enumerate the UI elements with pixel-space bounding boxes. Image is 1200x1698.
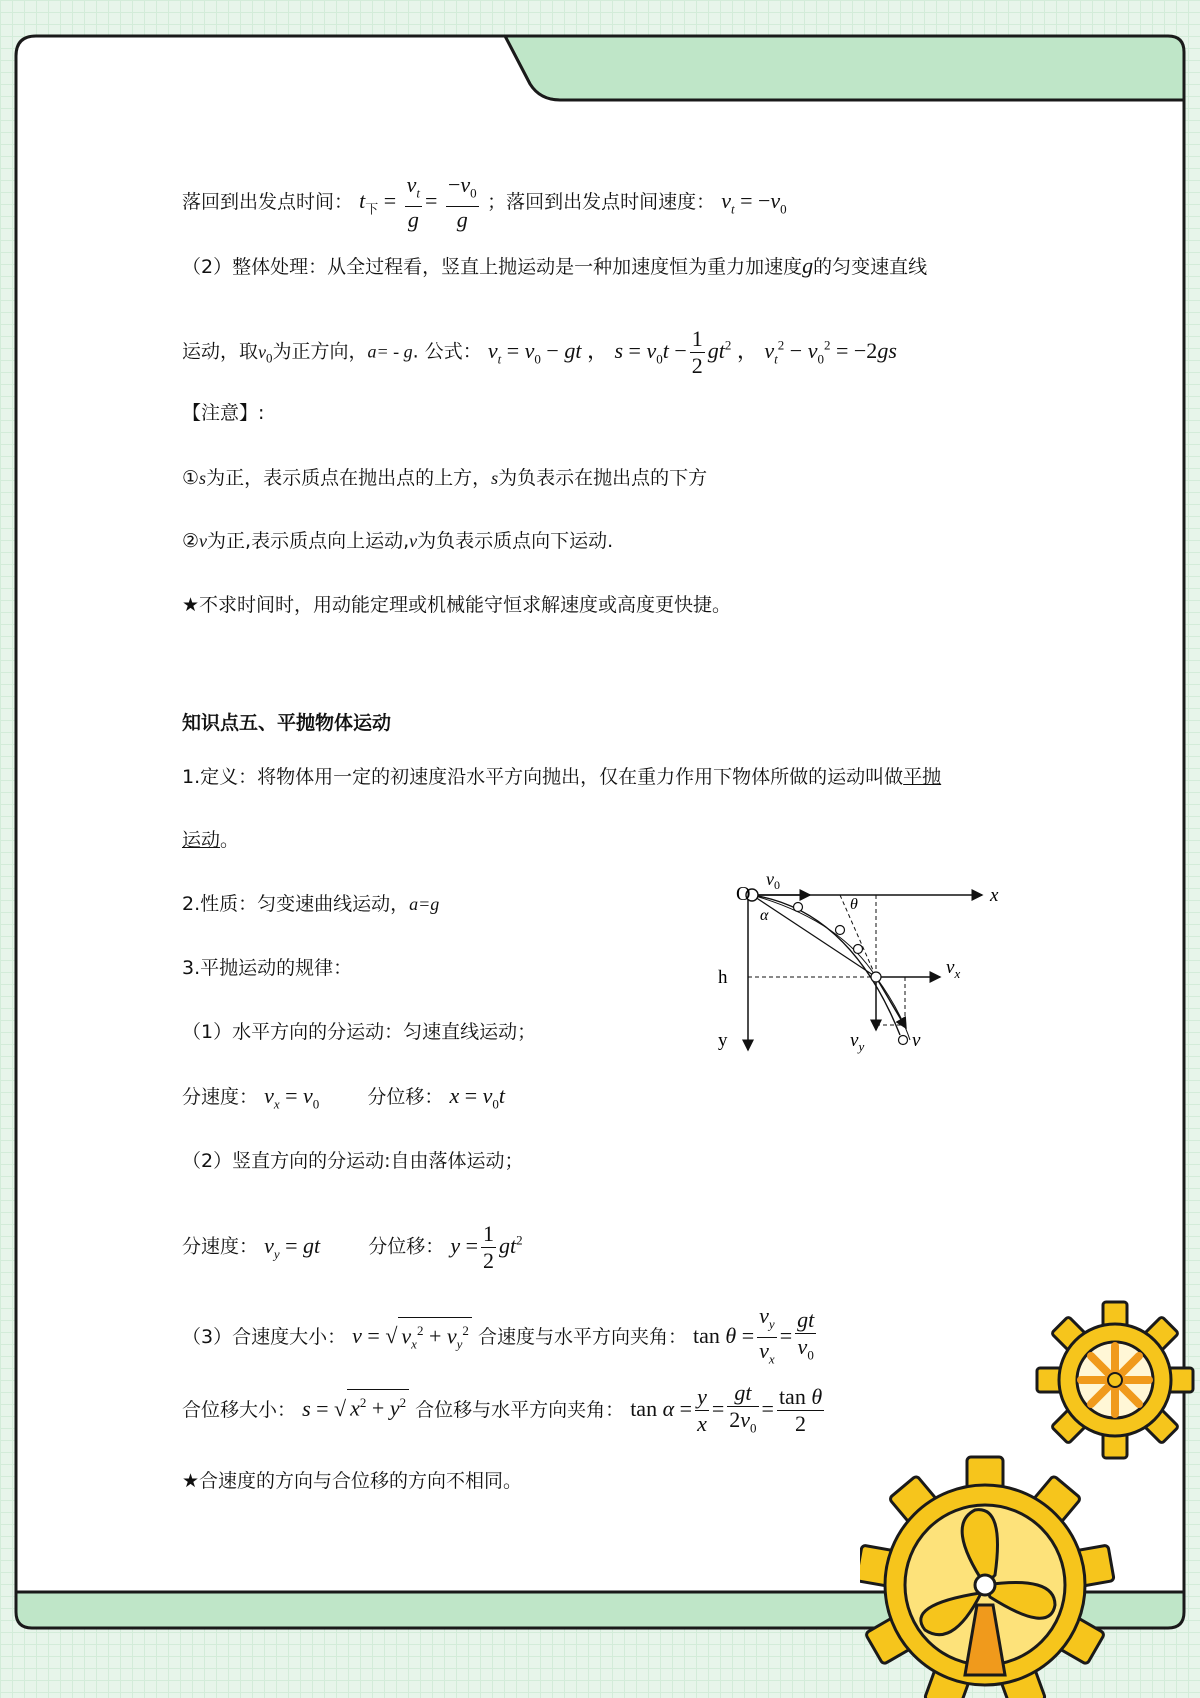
small-gear-icon: [1037, 1302, 1193, 1458]
trajectory: [752, 895, 900, 1035]
label-x: x: [990, 885, 999, 906]
label-O: O: [736, 883, 751, 905]
line-formulas: 运动，取$v_0$为正方向，a= - g. 公式： $v_t = v_0$ − gt ， $s = v_0t$ − $\frac{1}{2}$ $gt^2$ ， $v_t^2 - v_0^2 = -2gs$: [182, 326, 897, 378]
label-v: v: [912, 1030, 921, 1051]
formula-tan-theta: tan θ = $\frac{v_y}{v_x}$ = $\frac{gt}{v_0}$: [693, 1303, 815, 1367]
label-theta: θ: [850, 896, 858, 913]
note-title: 【注意】:: [182, 402, 265, 424]
line-return-time: 落回到出发点时间： $t_下$ = $\frac{v_t}{g}$ = $\frac{-v_0}{g}$ ；落回到出发点时间速度： $v_t = -v_0$: [182, 172, 787, 233]
tip-star-1: ★不求时间时，用动能定理或机械能守恒求解速度或高度更快捷。: [182, 594, 732, 616]
label-v0: $v_0$: [766, 869, 780, 892]
formula-vx: $v_x = v_0$: [264, 1083, 320, 1112]
formula-t-down: $t_下$ = $\frac{v_t}{g}$ = $\frac{-v_0}{g}$: [359, 172, 477, 233]
trajectory-2: [752, 895, 910, 1040]
formula-tan-alpha: tan α = $\frac{y}{x}$ = $\frac{gt}{2v_0}$ = $\frac{\text{tan θ}}{2}$: [630, 1380, 823, 1437]
label-y: y: [718, 1030, 728, 1051]
combined-displacement: 合位移大小： s = √ $x^2 + y^2$ 合位移与水平方向夹角： tan α = $\frac{y}{x}$ = $\frac{gt}{2v_0}$ = $\frac{\text{tan θ}}{2}$: [182, 1380, 827, 1441]
formula-x: $x = v_0t$: [449, 1083, 506, 1112]
tip-star-2: ★合速度的方向与合位移的方向不相同。: [182, 1470, 523, 1492]
ball: [854, 945, 863, 954]
vertical-motion: （2）竖直方向的分运动:自由落体运动；: [182, 1150, 524, 1172]
formula-uniform-accel: $v_t = v_0$ − gt ， $s = v_0t$ − $\frac{1}{2}$ $gt^2$ ， $v_t^2 - v_0^2 = -2gs$: [487, 326, 897, 378]
horizontal-motion: （1）水平方向的分运动：匀速直线运动；: [182, 1021, 537, 1043]
laws-heading: 3.平抛运动的规律：: [182, 957, 353, 979]
label-h: h: [718, 967, 728, 988]
label-vx: $v_x$: [946, 957, 961, 981]
note-2: ②v为正,表示质点向上运动,v为负表示质点向下运动.: [182, 530, 614, 552]
line-whole-process: （2）整体处理：从全过程看，竖直上抛运动是一种加速度恒为重力加速度g的匀变速直线: [182, 253, 928, 278]
ball: [899, 1036, 908, 1045]
large-gear-icon: [860, 1457, 1114, 1698]
formula-v: v = √ $v_x^2 + v_y^2$: [352, 1323, 472, 1348]
projectile-diagram: [700, 850, 1020, 1070]
ball: [836, 926, 845, 935]
gear-decoration: [860, 1300, 1200, 1698]
v-arrow: [876, 977, 906, 1028]
label-vy: $v_y$: [850, 1030, 865, 1054]
nature: 2.性质：匀变速曲线运动，a=g: [182, 893, 440, 915]
formula-y: y = $\frac{1}{2}$ $gt^2$: [450, 1221, 523, 1273]
formula-vy: $v_y$ = gt: [264, 1232, 321, 1261]
section-title: 知识点五、平抛物体运动: [182, 712, 392, 734]
ball: [871, 972, 881, 982]
vertical-formulas: 分速度： $v_y$ = gt 分位移： y = $\frac{1}{2}$ $gt^2$: [182, 1221, 523, 1273]
formula-s: s = √ $x^2 + y^2$: [302, 1396, 409, 1421]
combined-velocity: （3）合速度大小： v = √ $v_x^2 + v_y^2$ 合速度与水平方向夹角： tan θ = $\frac{v_y}{v_x}$ = $\frac{gt}{v_0}$: [182, 1303, 819, 1373]
definition: 1.定义：将物体用一定的初速度沿水平方向抛出，仅在重力作用下物体所做的运动叫做平抛: [182, 766, 942, 788]
note-1: ①s为正，表示质点在抛出点的上方，s为负表示在抛出点的下方: [182, 467, 708, 489]
definition-cont: 运动。: [182, 829, 240, 851]
label-alpha: α: [760, 907, 769, 924]
horizontal-formulas: 分速度： $v_x = v_0$ 分位移： $x = v_0t$: [182, 1083, 506, 1112]
formula-vt: $v_t = -v_0$: [721, 187, 787, 217]
ball: [794, 903, 803, 912]
